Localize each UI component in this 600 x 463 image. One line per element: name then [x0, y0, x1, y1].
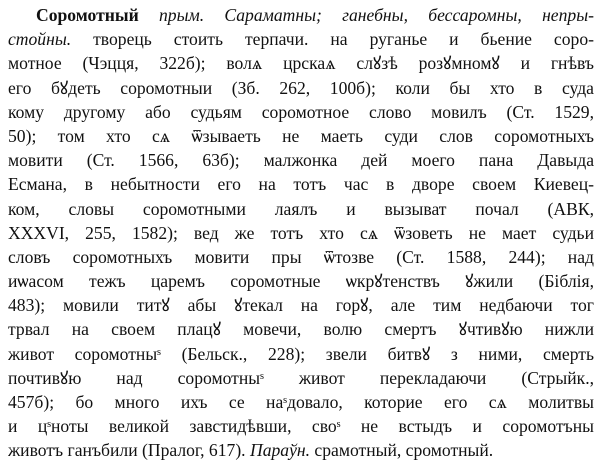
line-text: словъ соромотныхъ мовити пры ѿтозве (Ст. 1588, 244); над	[8, 246, 594, 267]
line-text: творець стоить терпачи. на руганье и бьение соро-	[71, 29, 594, 50]
entry-line-9	[8, 197, 594, 221]
cross-reference-words: срамотный, сромотный.	[310, 440, 494, 461]
line-text: живот соромотныˢ (Бельск., 228); звели битвꙋ з ними, смерть	[8, 343, 594, 364]
entry-line-10	[8, 221, 594, 245]
gloss: прым. Сараматны; ганебны, бессаромны, непры-	[158, 5, 594, 25]
entry-line-17	[8, 390, 594, 414]
line-text: мовити (Ст. 1566, 63б); малжонка дей моего пана Давыда	[8, 150, 594, 171]
line-text: его бꙋдеть соромотныи (Зб. 262, 100б); коли бы хто в суда	[8, 77, 594, 98]
entry-line-19	[8, 438, 594, 462]
gloss-end: стойны.	[8, 29, 72, 50]
entry-line-7	[8, 148, 594, 172]
entry-line-6	[8, 124, 594, 148]
entry-line-15	[8, 342, 594, 366]
entry-line-3	[8, 51, 594, 75]
line-text: иѡасом тежъ царемъ соромотные ѡкрꙋтенствъ ꙋжили (Біблія,	[8, 271, 594, 292]
line-text: и цˢноты великой завстидѣвши, своˢ не встыдъ и соромотъны	[8, 416, 594, 437]
entry-line-18	[8, 414, 594, 438]
entry-line-12	[8, 269, 594, 293]
entry-line-14	[8, 317, 594, 341]
entry-line-16	[8, 366, 594, 390]
line-text: почтивꙋю над соромотныˢ живот перекладаючи (Стрыйк.,	[8, 367, 594, 388]
line-text: 483); мовили титꙋ абы ꙋтекал на горꙋ, але тим недбаючи тог	[8, 295, 594, 316]
entry-line-2	[8, 27, 594, 51]
line-text: мотное (Чэцця, 322б); волѧ црскаѧ слꙋзѣ розꙋмномꙋ и гнѣвъ	[8, 53, 594, 74]
line-text: Есмана, в небытности его на тотъ час в дворе своем Киевец-	[8, 174, 594, 195]
line-text: кому другому або судьям соромотное слово мовилъ (Ст. 1529,	[8, 101, 594, 122]
line-text: животъ ганъбили (Пралог, 617).	[8, 440, 246, 461]
entry-line-8	[8, 172, 594, 196]
line-text: трвал на своем плацꙋ мовечи, волю смертъ ꙋчтивꙋю нижли	[8, 319, 594, 340]
line-text: 457б); бо много ихъ се наˢдовало, которие его сѧ молитвы	[8, 392, 594, 412]
entry-line-4	[8, 76, 594, 100]
entry-line-5	[8, 100, 594, 124]
cross-reference-label: Параўн.	[245, 440, 311, 461]
entry-line-13	[8, 293, 594, 317]
line-text: 50); том хто сѧ ѿзываеть не маеть суди слов соромотныхъ	[8, 125, 594, 146]
headword: Соромотный	[36, 5, 139, 25]
entry-line-11	[8, 245, 594, 269]
line-text: ком, словы соромотными лаялъ и вызыват почал (АВК,	[8, 198, 594, 219]
line-text: XXXVI, 255, 1582); вед же тотъ хто сѧ ѿзоветь не мает судьи	[8, 222, 594, 243]
entry-line-1	[8, 3, 594, 27]
